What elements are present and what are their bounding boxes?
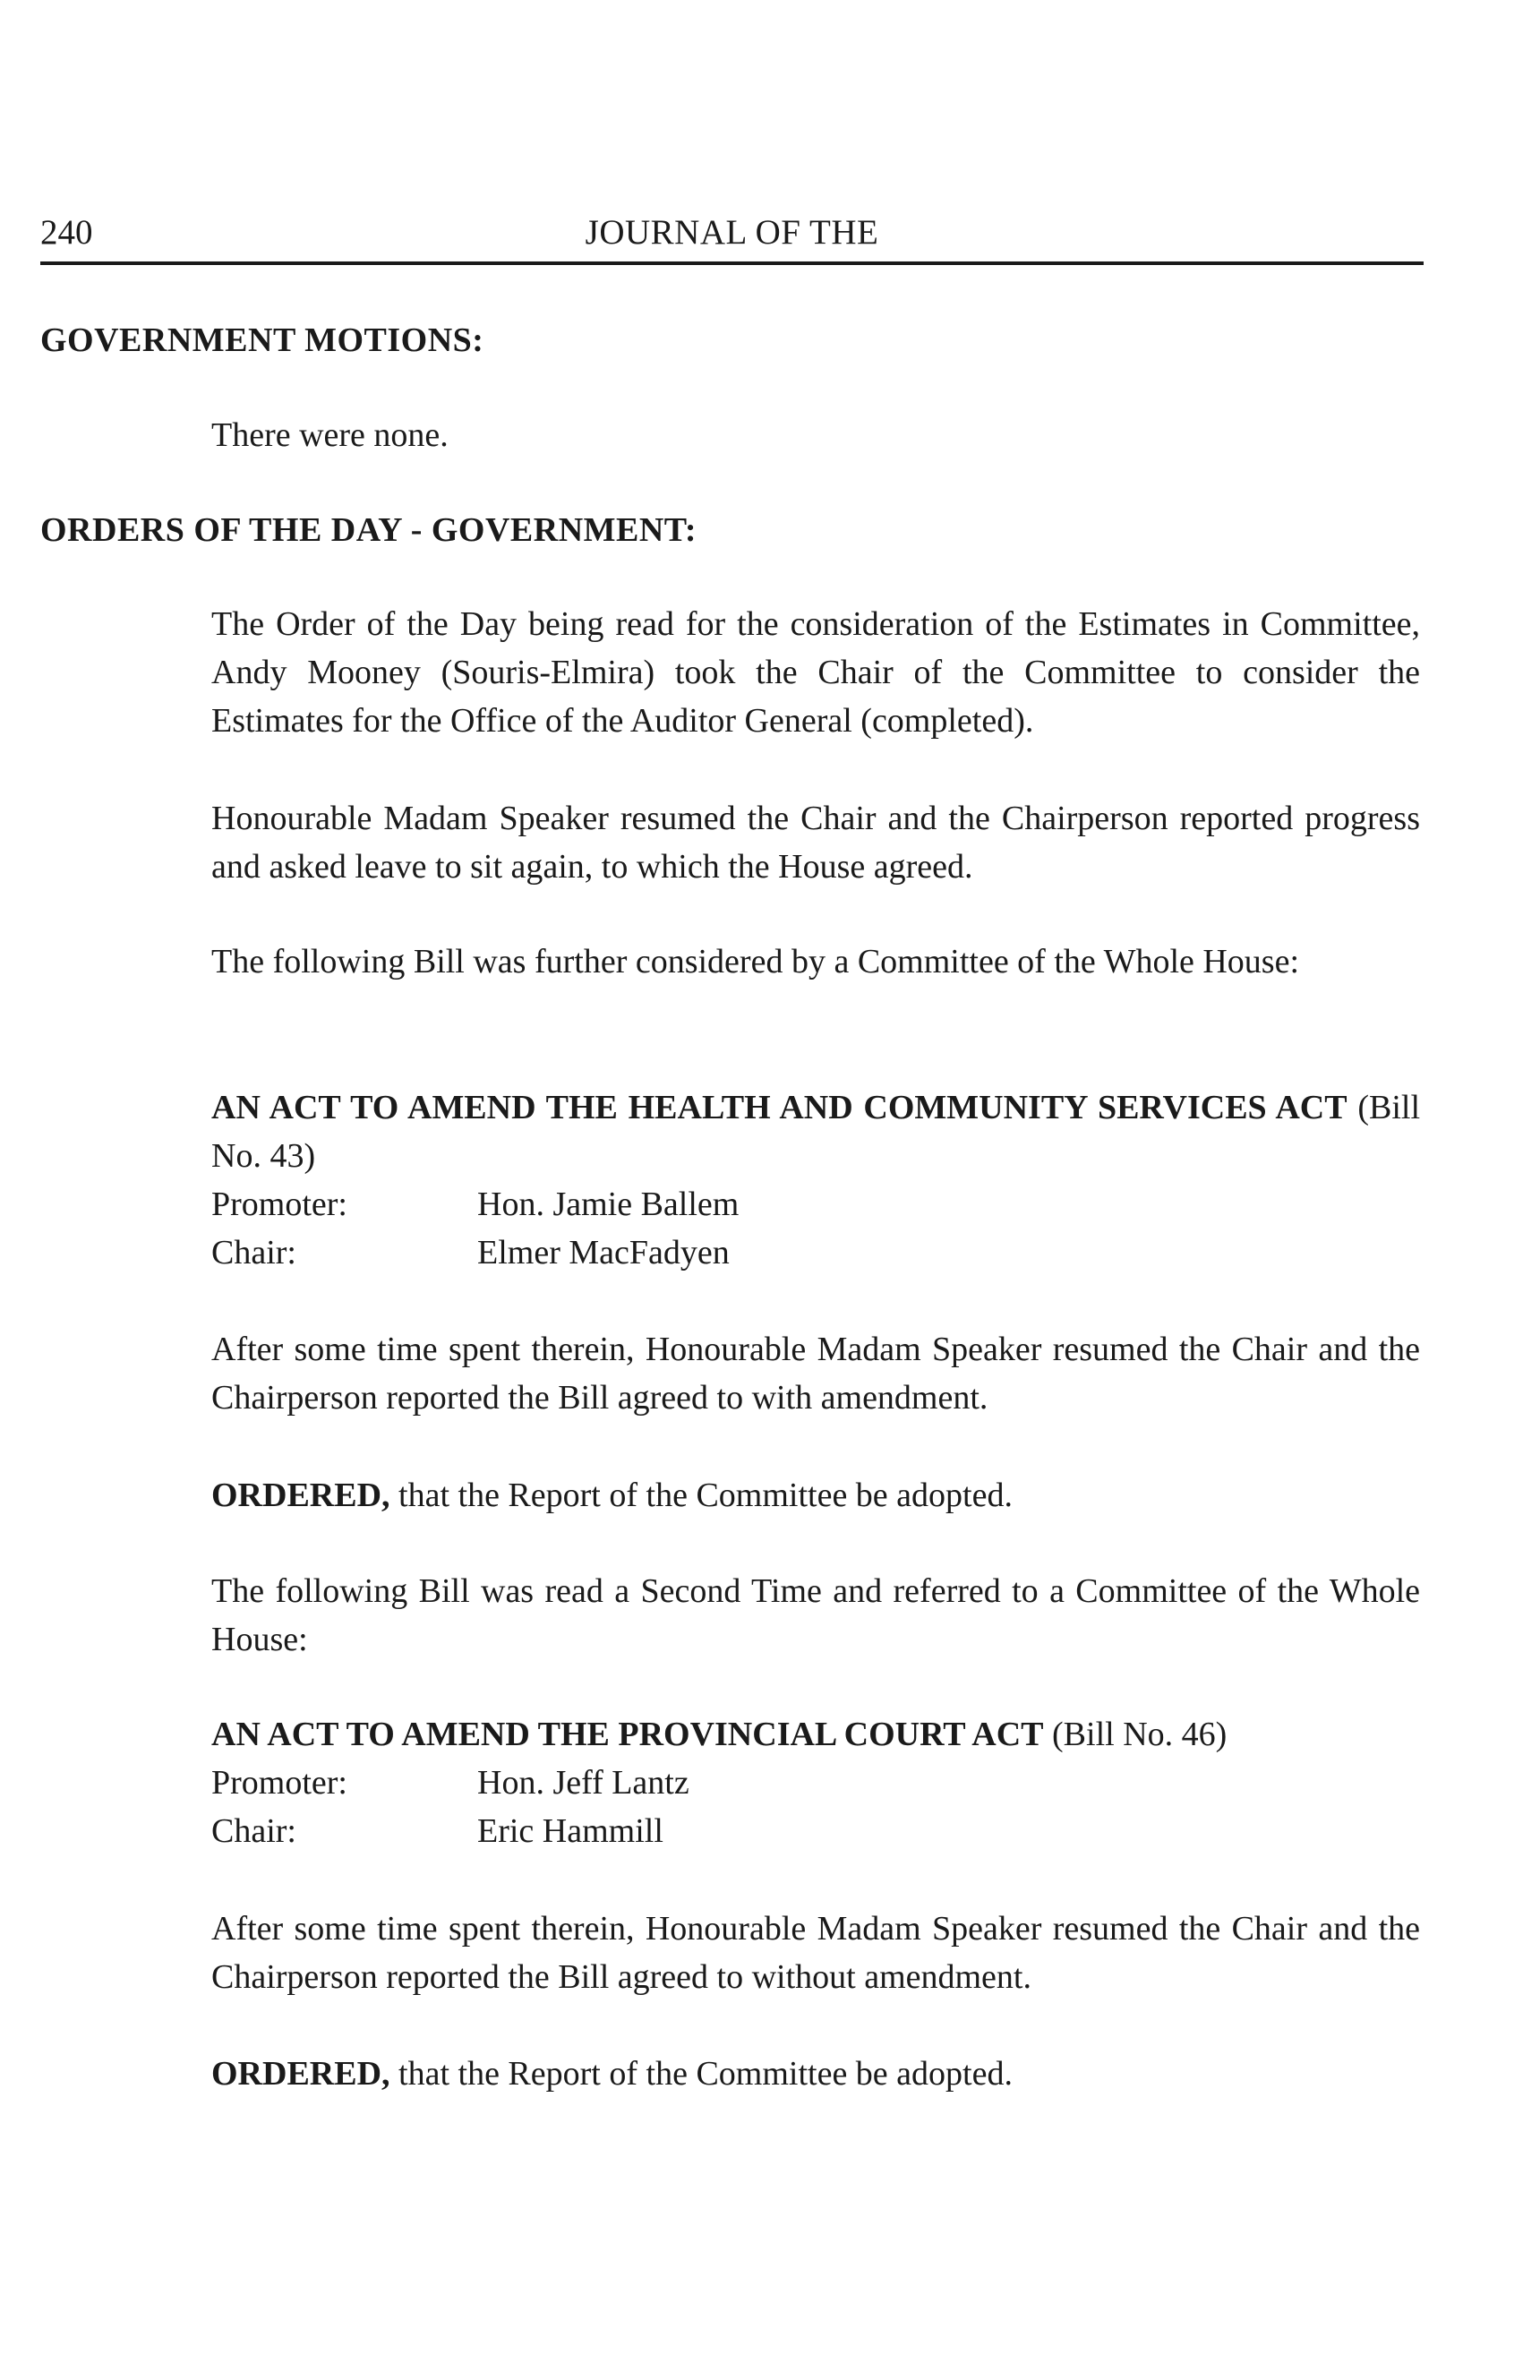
bill-46-ordered (211, 2050, 1420, 2098)
bill-46-promoter: Hon. Jeff Lantz (477, 1764, 689, 1802)
bill-46-promoter-row (211, 1759, 1107, 1807)
bill-43-ordered (211, 1471, 1420, 1520)
bill-43-chair-label: Chair: (211, 1234, 296, 1271)
bill-43-result: After some time spent therein, Honourable Madam Speaker resumed the Chair and the Chairperson reported the Bill agreed to with amendment. (211, 1331, 1420, 1417)
second-reading-paragraph: The following Bill was read a Second Time and referred to a Committee of the Whole House: (211, 1572, 1420, 1658)
bill-46-title (211, 1710, 1420, 1759)
bill-46-number: (Bill No. 46) (1052, 1716, 1228, 1753)
government-motions-text: There were none. (211, 416, 449, 454)
bill-46-chair-label: Chair: (211, 1812, 296, 1850)
bill-46-result: After some time spent therein, Honourable Madam Speaker resumed the Chair and the Chairperson reported the Bill agreed to without amendment. (211, 1910, 1420, 1996)
bill-46-promoter-label: Promoter: (211, 1764, 347, 1802)
government-motions-heading: GOVERNMENT MOTIONS: (40, 321, 484, 359)
orders-paragraph-estimates: The Order of the Day being read for the consideration of the Estimates in Committee, Andy Mooney (Souris-Elmira) took the Chair of the Committee to consider the Estimates for the Office of the Auditor General (completed). (211, 605, 1420, 740)
page-number: 240 (40, 213, 93, 252)
bill-43-ordered-label: ORDERED, (211, 1477, 390, 1514)
bill-43-title (211, 1083, 1420, 1180)
orders-of-the-day-heading: ORDERS OF THE DAY - GOVERNMENT: (40, 511, 697, 549)
running-head: JOURNAL OF THE (585, 213, 879, 252)
bill-46-chair-row (211, 1807, 1107, 1855)
bill-43-promoter-label: Promoter: (211, 1186, 347, 1223)
bill-46-chair: Eric Hammill (477, 1812, 663, 1850)
bill-43-chair-row (211, 1229, 1107, 1277)
page-header (40, 204, 1424, 265)
bill-46-ordered-label: ORDERED, (211, 2055, 390, 2093)
bill-43-ordered-text: that the Report of the Committee be adopted. (398, 1477, 1013, 1514)
bill-43-promoter: Hon. Jamie Ballem (477, 1186, 740, 1223)
bill-43-title-text: AN ACT TO AMEND THE HEALTH AND COMMUNITY SERVICES ACT (211, 1089, 1348, 1126)
bill-43-promoter-row (211, 1180, 1107, 1229)
orders-paragraph-progress: Honourable Madam Speaker resumed the Chair and the Chairperson reported progress and asked leave to sit again, to which the House agreed. (211, 800, 1420, 886)
bill-43-chair: Elmer MacFadyen (477, 1234, 730, 1271)
orders-paragraph-committee: The following Bill was further considered by a Committee of the Whole House: (211, 943, 1300, 980)
bill-46-title-text: AN ACT TO AMEND THE PROVINCIAL COURT ACT (211, 1716, 1044, 1753)
bill-43-number: (Bill No. 43) (211, 1089, 1421, 1175)
bill-46-ordered-text: that the Report of the Committee be adopted. (398, 2055, 1013, 2093)
